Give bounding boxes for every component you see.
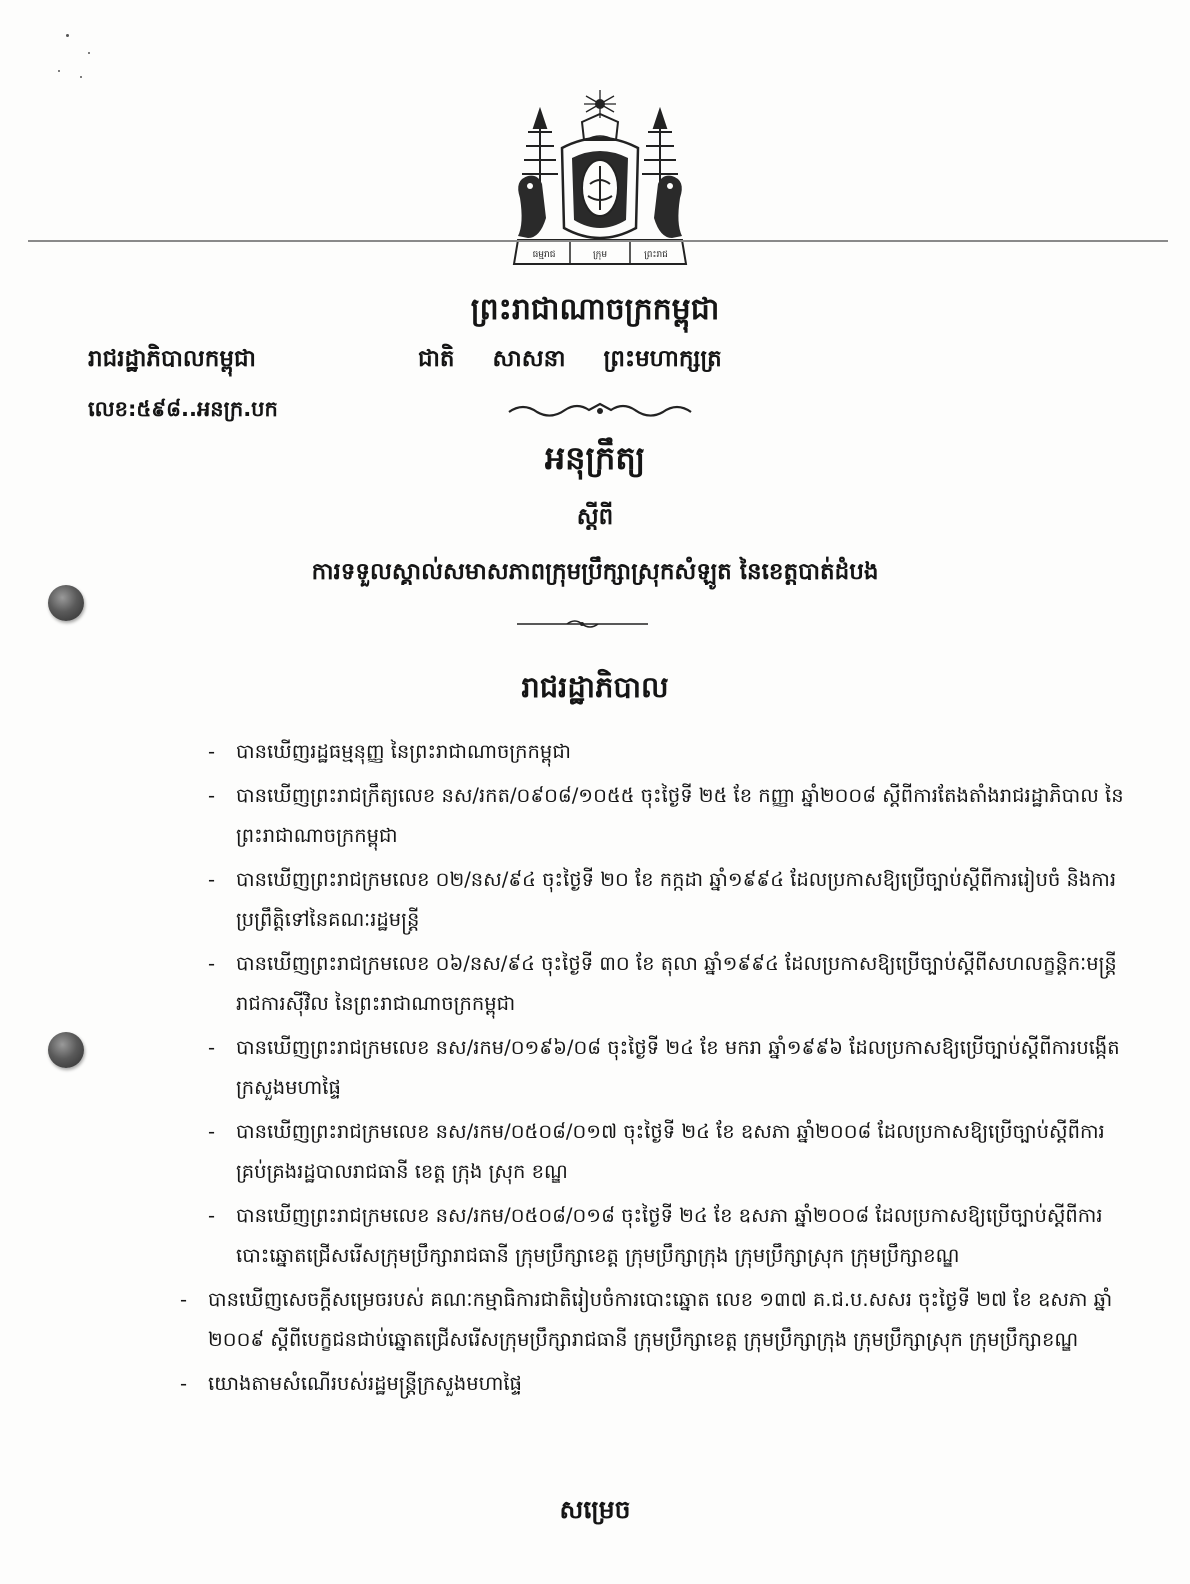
scan-speck [66,34,69,37]
clause-item: - បានឃើញព្រះរាជក្រមលេខ នស/រកម/០១៩៦/០៨ ចុះថ្ងៃទី ២៤ ខែ មករា ឆ្នាំ១៩៩៦ ដែលប្រកាសឱ្យប្រើច្បាប់ស្តីពីការបង្កើតក្រសួងមហាផ្ទៃ [208,1036,1120,1099]
clause-item: - យោងតាមសំណើរបស់រដ្ឋមន្ត្រីក្រសួងមហាផ្ទៃ [180,1372,522,1395]
clause-item: - បានឃើញព្រះរាជក្រមលេខ ០២/នស/៩៤ ចុះថ្ងៃទី ២០ ខែ កក្កដា ឆ្នាំ១៩៩៤ ដែលប្រកាសឱ្យប្រើច្បាប់ស្តីពីការរៀបចំ និងការប្រព្រឹត្តិទៅនៃគណៈរដ្ឋមន្ត្រី [208,868,1117,931]
issuing-government: រាជរដ្ឋាភិបាលកម្ពុជា [88,346,256,372]
clause-item: - បានឃើញព្រះរាជក្រមលេខ ០៦/នស/៩៤ ចុះថ្ងៃទី ៣០ ខែ តុលា ឆ្នាំ១៩៩៤ ដែលប្រកាសឱ្យប្រើច្បាប់ស្តីពីសហលក្ខន្តិកៈមន្ត្រីរាជការស៊ីវិល នៃព្រះរាជាណាចក្រកម្ពុជា [208,952,1117,1015]
clause-item: - បានឃើញរដ្ឋធម្មនុញ្ញ នៃព្រះរាជាណាចក្រកម្ពុជា [208,740,571,763]
clause-item: - បានឃើញព្រះរាជក្រមលេខ នស/រកម/០៥០៨/០១៨ ចុះថ្ងៃទី ២៤ ខែ ឧសភា ឆ្នាំ២០០៨ ដែលប្រកាសឱ្យប្រើច្បាប់ស្តីពីការបោះឆ្នោតជ្រើសរើសក្រុមប្រឹក្សារាជធានី ក្រុមប្រឹក្សាខេត្ត ក្រុមប្រឹក្សាក្រុង ក្រុមប្រឹក្សាស្រុក ក្រុមប្រឹក្សាខណ្ឌ [208,1204,1103,1267]
document-subject: ការទទួលស្គាល់សមាសភាពក្រុមប្រឹក្សាស្រុកសំឡូត នៃខេត្តបាត់ដំបង [311,559,879,585]
clause-text: បានឃើញព្រះរាជក្រមលេខ នស/រកម/០៥០៨/០១៨ ចុះថ្ងៃទី ២៤ ខែ ឧសភា ឆ្នាំ២០០៨ ដែលប្រកាសឱ្យប្រើច្បាប់ស្តីពីការបោះឆ្នោតជ្រើសរើសក្រុមប្រឹក្សារាជធានី ក្រុមប្រឹក្សាខេត្ត ក្រុមប្រឹក្សាក្រុង ក្រុមប្រឹក្សាស្រុក ក្រុមប្រឹក្សាខណ្ឌ [236,1204,1103,1267]
kingdom-heading: ព្រះរាជាណាចក្រកម្ពុជា [470,292,720,327]
clause-text: បានឃើញព្រះរាជក្រឹត្យលេខ នស/រកត/០៩០៨/១០៥៥ ចុះថ្ងៃទី ២៥ ខែ កញ្ញា ឆ្នាំ២០០៨ ស្តីពីការតែងតាំងរាជរដ្ឋាភិបាល នៃព្រះរាជាណាចក្រកម្ពុជា [236,784,1124,847]
royal-coat-of-arms-icon [500,88,700,278]
clause-text: បានឃើញសេចក្តីសម្រេចរបស់ គណៈកម្មាធិការជាតិរៀបចំការបោះឆ្នោត លេខ ១៣៧ គ.ជ.ប.សសរ ចុះថ្ងៃទី ២៧ ខែ ឧសភា ឆ្នាំ ២០០៩ ស្តីពីបេក្ខជនជាប់ឆ្នោតជ្រើសរើសក្រុមប្រឹក្សារាជធានី ក្រុមប្រឹក្សាខេត្ត ក្រុមប្រឹក្សាក្រុង ក្រុមប្រឹក្សាស្រុក ក្រុមប្រឹក្សាខណ្ឌ [208,1288,1113,1351]
ornament-divider-icon [505,400,695,420]
clause-text: បានឃើញរដ្ឋធម្មនុញ្ញ នៃព្រះរាជាណាចក្រកម្ពុជា [236,740,571,763]
clause-item: - បានឃើញសេចក្តីសម្រេចរបស់ គណៈកម្មាធិការជាតិរៀបចំការបោះឆ្នោត លេខ ១៣៧ គ.ជ.ប.សសរ ចុះថ្ងៃទី ២៧ ខែ ឧសភា ឆ្នាំ ២០០៩ ស្តីពីបេក្ខជនជាប់ឆ្នោតជ្រើសរើសក្រុមប្រឹក្សារាជធានី ក្រុមប្រឹក្សាខេត្ត ក្រុមប្រឹក្សាក្រុង ក្រុមប្រឹក្សាស្រុក ក្រុមប្រឹក្សាខណ្ឌ [180,1288,1113,1351]
national-motto: ជាតិ សាសនា ព្រះមហាក្សត្រ [418,346,722,372]
scan-speck [80,76,82,78]
ribbon-right-text: ព្រះរាជ [644,250,668,260]
scan-speck [58,70,60,72]
clause-item: - បានឃើញព្រះរាជក្រឹត្យលេខ នស/រកត/០៩០៨/១០៥៥ ចុះថ្ងៃទី ២៥ ខែ កញ្ញា ឆ្នាំ២០០៨ ស្តីពីការតែងតាំងរាជរដ្ឋាភិបាល នៃព្រះរាជាណាចក្រកម្ពុជា [208,784,1124,847]
clause-text: យោងតាមសំណើរបស់រដ្ឋមន្ត្រីក្រសួងមហាផ្ទៃ [208,1372,522,1395]
about-label: ស្តីពី [576,504,614,530]
preamble-clauses [180,732,1126,1408]
clause-text: បានឃើញព្រះរាជក្រមលេខ នស/រកម/០៥០៨/០១៧ ចុះថ្ងៃទី ២៤ ខែ ឧសភា ឆ្នាំ២០០៨ ដែលប្រកាសឱ្យប្រើច្បាប់ស្តីពីការគ្រប់គ្រងរដ្ឋបាលរាជធានី ខេត្ត ក្រុង ស្រុក ខណ្ឌ [236,1120,1105,1183]
small-divider-icon [515,618,650,630]
punch-hole-bottom [48,1032,84,1068]
scan-speck [88,52,90,54]
decision-heading: សម្រេច [559,1495,631,1524]
clause-item: - បានឃើញព្រះរាជក្រមលេខ នស/រកម/០៥០៨/០១៧ ចុះថ្ងៃទី ២៤ ខែ ឧសភា ឆ្នាំ២០០៨ ដែលប្រកាសឱ្យប្រើច្បាប់ស្តីពីការគ្រប់គ្រងរដ្ឋបាលរាជធានី ខេត្ត ក្រុង ស្រុក ខណ្ឌ [208,1120,1105,1183]
clause-text: បានឃើញព្រះរាជក្រមលេខ ០២/នស/៩៤ ចុះថ្ងៃទី ២០ ខែ កក្កដា ឆ្នាំ១៩៩៤ ដែលប្រកាសឱ្យប្រើច្បាប់ស្តីពីការរៀបចំ និងការប្រព្រឹត្តិទៅនៃគណៈរដ្ឋមន្ត្រី [236,868,1117,931]
issuer-heading: រាជរដ្ឋាភិបាល [521,670,669,704]
ribbon-center-text: ក្រុម [592,250,608,260]
header-rule [28,240,1168,242]
reference-number: លេខ:៥៩៨..អនក្រ.បក [88,397,278,421]
document-type: អនុក្រឹត្យ [544,439,646,477]
clause-text: បានឃើញព្រះរាជក្រមលេខ ០៦/នស/៩៤ ចុះថ្ងៃទី ៣០ ខែ តុលា ឆ្នាំ១៩៩៤ ដែលប្រកាសឱ្យប្រើច្បាប់ស្តីពីសហលក្ខន្តិកៈមន្ត្រីរាជការស៊ីវិល នៃព្រះរាជាណាចក្រកម្ពុជា [236,952,1117,1015]
ribbon-left-text: ធម្មរាជ [532,250,556,260]
clause-text: បានឃើញព្រះរាជក្រមលេខ នស/រកម/០១៩៦/០៨ ចុះថ្ងៃទី ២៤ ខែ មករា ឆ្នាំ១៩៩៦ ដែលប្រកាសឱ្យប្រើច្បាប់ស្តីពីការបង្កើតក្រសួងមហាផ្ទៃ [236,1036,1120,1099]
